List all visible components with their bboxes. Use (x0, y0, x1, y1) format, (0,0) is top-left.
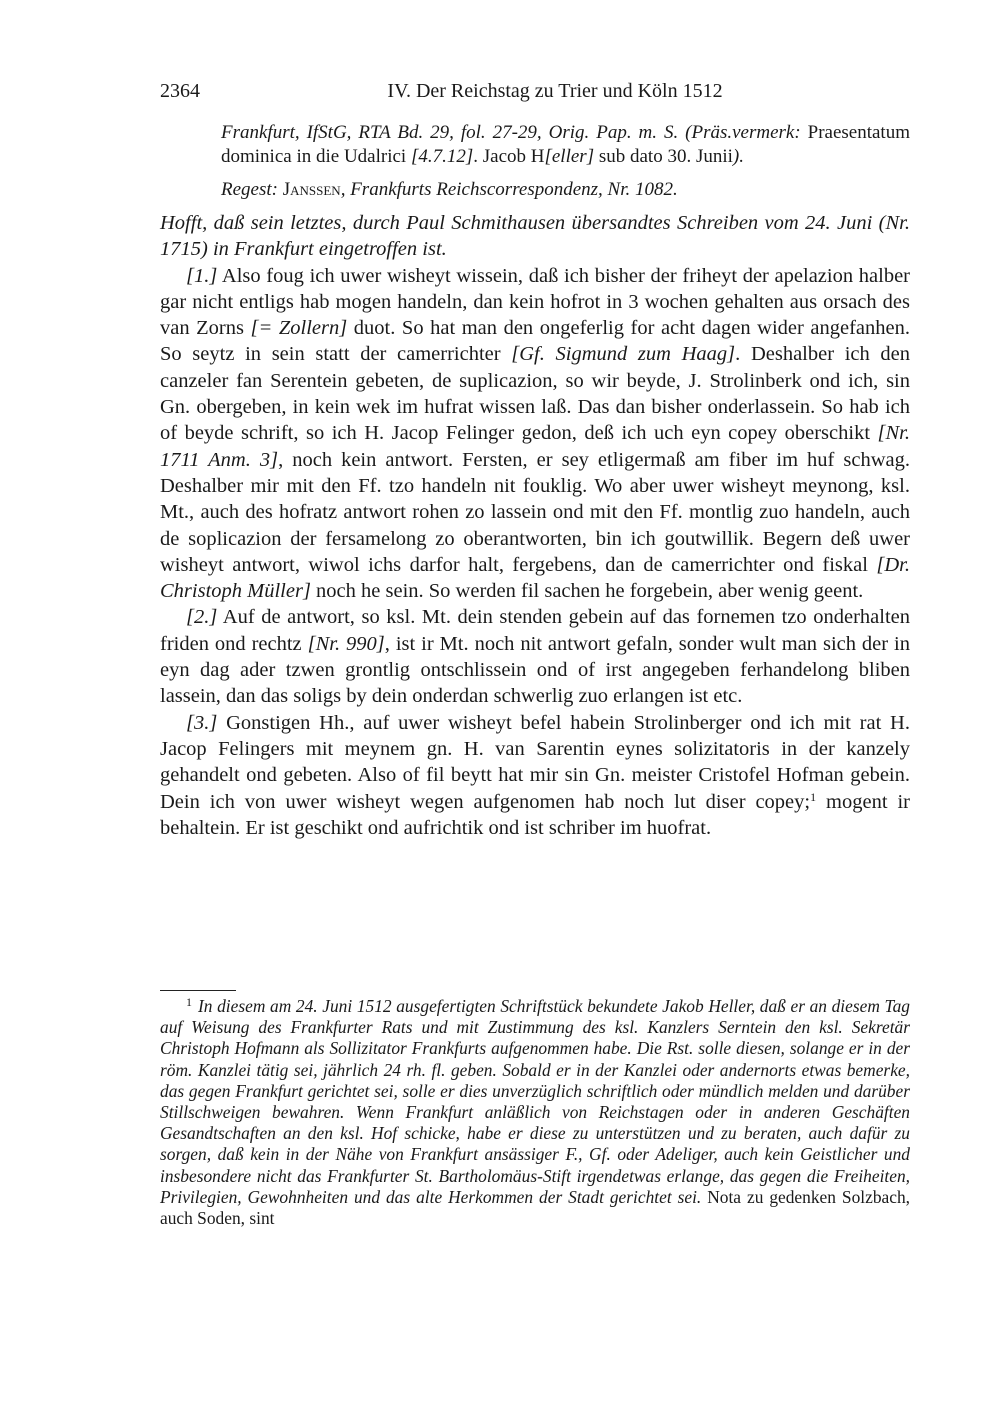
text-run: Gonstigen Hh., auf uwer wisheyt befel habein Strolinberger ond ich mit rat H. Jacop Felingers mit meynem gn. H. van Sarentin eynes solizitatoris in der kanzely gehandelt ond gebeten. Also of fil beytt hat mir sin Gn. meister Cristofel Hofman gebein. Dein ich von uwer wisheyt wegen aufgenomen hab noch lut diser copey; (160, 711, 910, 813)
name-expansion: [eller] (544, 146, 595, 167)
footnote-text: In diesem am 24. Juni 1512 ausgefertigten Schriftstück bekundete Jakob Heller, daß er an diesem Tag auf Weisung des Frankfurter Rats und mit Zustimmung des ksl. Kanzlers Serntein den ksl. Sekretär Christoph Hofmann als Sollizitator Frankfurts aufgenommen habe. Die Rst. solle diesen, solange er in der röm. Kanzlei tätig sei, jährlich 24 rh. fl. geben. Sobald er in der Kanzlei oder andernorts etwas bemerke, das gegen Frankfurt gerichtet sei, solle er dies unverzüglich schriftlich oder mündlich melden und darüber Stillschweigen bewahren. Wenn Frankfurt anläßlich von Reichstagen oder in anderen Geschäften Gesandtschaften an den ksl. Hof schicke, habe er diese zu unterstützen und zu beraten, auch dafür zu sorgen, daß kein in der Nähe von Frankfurt ansässiger F., Gf. oder Adeliger, auch kein Geistlicher und insbesondere nicht das Frankfurter St. Bartholomäus-Stift irgendetwas erlange, das gegen die Freiheiten, Privilegien, Gewohnheiten und das alte Herkommen der Stadt gerichtet sei. (160, 996, 910, 1207)
jacob-text: . Jacob H (473, 146, 545, 167)
regest-author: Janssen (282, 179, 341, 200)
footnote-1 (160, 992, 910, 1229)
regest-title: , Frankfurts Reichscorrespondenz, Nr. 1082. (340, 179, 678, 200)
running-head (160, 80, 910, 106)
text-run: Auf de antwort, so ksl. Mt. dein stenden gebein auf das fornemen tzo onderhalten friden ond rechtz (160, 606, 910, 655)
paragraph-2 (160, 604, 910, 709)
text-run: , ist ir Mt. noch nit antwort gefaln, sonder wult man sich der in eyn dag ader tzwen grontlig ontschlissein ond of irst angegeben ferhandelong bliben lassein, dan das soligs by dein onderdan schwerlig zuo erlangen ist etc. (160, 632, 910, 708)
text-run: duot. So hat man den ongeferlig for acht dagen wider angefanhen. So seytz in sein statt der camerrichter (160, 317, 910, 366)
summary: Hofft, daß sein letztes, durch Paul Schmithausen übersandtes Schreiben vom 24. Juni (Nr. 1715) in Frankfurt eingetroffen ist. (160, 212, 910, 261)
text-run: . Deshalber ich den canzeler fan Serentein gebeten, de suplicazion, so wir beyde, J. Strolinberk ond ich, sin Gn. obergeben, in kein wek im hufrat wissen laß. Das dan bisher onderlassein. So hab ich of beyde schrift, so ich H. Jacop Felinger gedon, deß ich uch eyn copey oberschikt (160, 343, 911, 445)
editorial-note: [Dr. Christoph Müller] (160, 553, 910, 603)
footnote-note: Nota zu gedenken Solzbach, auch Soden, sint (160, 1186, 910, 1229)
footnote-reference[interactable]: 1 (810, 789, 817, 804)
page-number: 2364 (160, 80, 200, 102)
text-run: Also foug ich uwer wisheyt wissein, daß ich bisher der friheyt der apelazion halber gar nicht entligs hab mogen handeln, dan kein hofrot in 3 wochen gehalten aus orsach des van Zorns (160, 264, 910, 340)
editorial-note: [Nr. 990] (307, 632, 385, 655)
paragraph-number: [3.] (186, 711, 218, 734)
text-run: mogent ir behaltein. Er ist geschikt ond aufrichtik ond ist schriber im huofrat. (160, 790, 910, 839)
footnote-mark: 1 (186, 995, 192, 1009)
paragraph-1 (160, 263, 910, 605)
source-note (221, 121, 910, 169)
archive-reference: Frankfurt, IfStG, RTA Bd. 29, fol. 27-29, Orig. Pap. m. S. (Präs.vermerk: (221, 122, 801, 143)
paragraph-3 (160, 710, 910, 841)
body-text (160, 210, 910, 841)
regest-label: Regest: (221, 179, 278, 200)
date-annotation: [4.7.12] (410, 146, 474, 167)
editorial-note: [Nr. 1711 Anm. 3] (160, 422, 910, 471)
praesentatum-text: Praesentatum dominica in die Udalrici (221, 122, 910, 167)
text-run: noch he sein. So werden fil sachen he forgebein, aber wenig geent. (310, 580, 864, 603)
footnote-separator (160, 990, 236, 991)
editorial-note: [Gf. Sigmund zum Haag] (511, 343, 736, 366)
regest-note (221, 178, 910, 202)
editorial-note: [= Zollern] (250, 317, 348, 340)
sub-dato-text: sub dato 30. Junii (594, 146, 733, 167)
text-run: , noch kein antwort. Fersten, er sey etligermaß am fiber im huf schwag. Deshalber mir mit den Ff. tzo handeln nit fouklig. Wo aber uwer wisheyt meynong, ksl. Mt., auch des hofratz antwort rohen zo lassein ond mit den Ff. montlig zuo handeln, auch de soplicazion der fersamelong zo oberantworten, bin ich goutwillik. Begern deß uwer wisheyt antwort, wiwol ichs darfor halt, fergebens, dan de camerrichter ond fiskal (160, 448, 910, 576)
running-title: IV. Der Reichstag zu Trier und Köln 1512 (387, 80, 723, 102)
close-paren: ). (732, 146, 744, 167)
paragraph-number: [2.] (186, 606, 218, 629)
paragraph-number: [1.] (186, 264, 218, 287)
